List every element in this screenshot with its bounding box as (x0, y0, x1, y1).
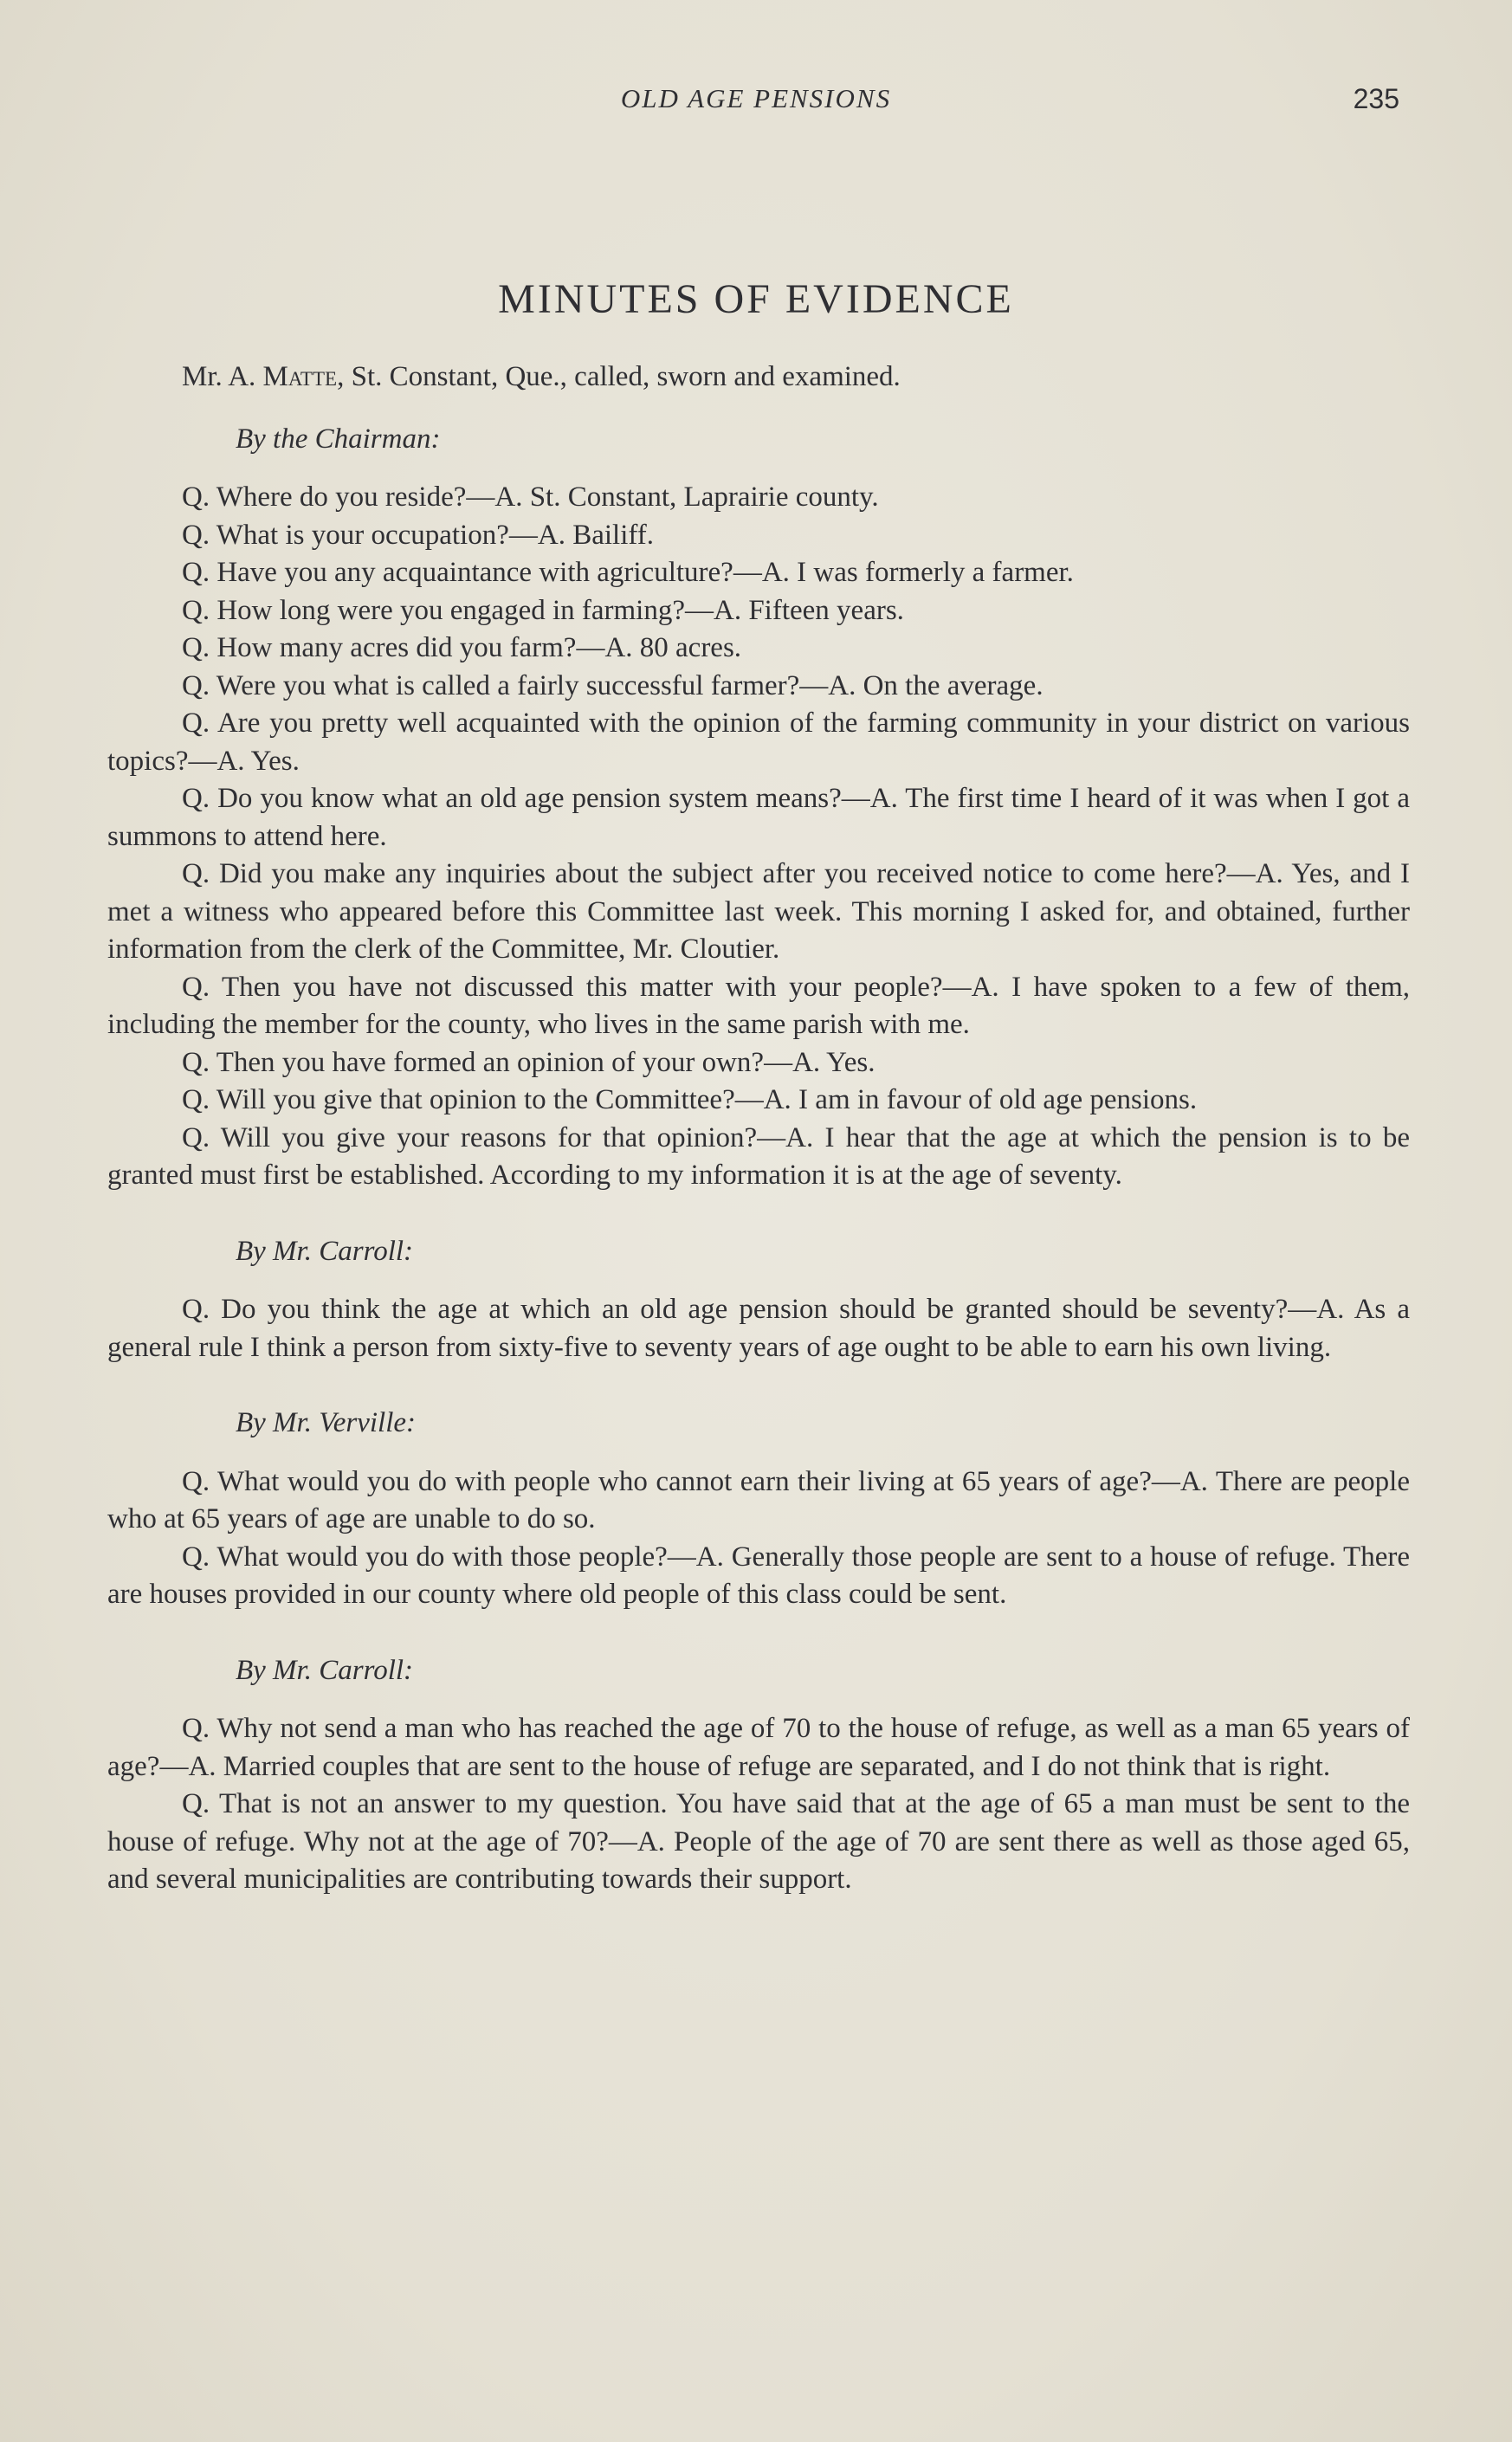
running-title: OLD AGE PENSIONS (620, 83, 892, 113)
qa-paragraph: Q. What would you do with those people?—A. Generally those people are sent to a house of refuge. There are houses provided in our county where old people of this class could be sent. (107, 1541, 1410, 1610)
qa-paragraph: Q. Do you think the age at which an old age pension should be granted should be seventy?—A. As a general rule I think a person from sixty-five to seventy years of age ought to be able to earn his own living. (107, 1294, 1410, 1363)
qa-paragraph: Q. Will you give that opinion to the Committee?—A. I am in favour of old age pensions. (182, 1084, 1198, 1115)
examiner-byline: By Mr. Carroll: (236, 1235, 414, 1267)
section-title: MINUTES OF EVIDENCE (498, 276, 1014, 322)
qa-paragraph: Q. Are you pretty well acquainted with the opinion of the farming community in your district on various topics?—A. Yes. (107, 707, 1410, 777)
examiner-byline: By Mr. Carroll: (236, 1654, 414, 1686)
examiner-byline: By the Chairman: (236, 423, 441, 455)
qa-paragraph: Q. Have you any acquaintance with agriculture?—A. I was formerly a farmer. (182, 557, 1074, 588)
qa-paragraph: Q. Then you have formed an opinion of your own?—A. Yes. (182, 1046, 876, 1078)
running-header (0, 83, 1512, 118)
qa-paragraph: Q. That is not an answer to my question. You have said that at the age of 65 a man must be sent to the house of refuge. Why not at the age of 70?—A. People of the age of 70 are sent there as well as those aged 65, and several municipalities are contributing towards their support. (107, 1788, 1410, 1895)
qa-paragraph: Q. Do you know what an old age pension system means?—A. The first time I heard of it was when I got a summons to attend here. (107, 783, 1410, 852)
witness-prefix: Mr. A. (182, 361, 263, 392)
qa-paragraph: Q. What would you do with people who cannot earn their living at 65 years of age?—A. There are people who at 65 years of age are unable to do so. (107, 1465, 1410, 1534)
document-body (107, 355, 1410, 1899)
examiner-byline: By Mr. Verville: (236, 1407, 417, 1438)
qa-paragraph: Q. Then you have not discussed this matter with your people?—A. I have spoken to a few of them, including the member for the county, who lives in the same parish with me. (107, 971, 1410, 1040)
witness-line (107, 359, 1410, 397)
page-number: 235 (1353, 83, 1399, 114)
qa-paragraph: Q. What is your occupation?—A. Bailiff. (182, 519, 654, 551)
qa-paragraph: Q. Where do you reside?—A. St. Constant, Laprairie county. (182, 481, 879, 513)
qa-paragraph: Q. Will you give your reasons for that opinion?—A. I hear that the age at which the pension is to be granted must first be established. According to my information it is at the age of seventy. (107, 1121, 1410, 1191)
qa-paragraph: Q. How many acres did you farm?—A. 80 acres. (182, 632, 742, 663)
witness-suffix: , St. Constant, Que., called, sworn and examined. (337, 361, 901, 392)
qa-paragraph: Q. Were you what is called a fairly successful farmer?—A. On the average. (182, 669, 1044, 701)
qa-paragraph: Q. How long were you engaged in farming?—A. Fifteen years. (182, 594, 904, 626)
witness-name: Matte (262, 361, 338, 392)
qa-paragraph: Q. Did you make any inquiries about the subject after you received notice to come here?—A. Yes, and I met a witness who appeared before this Committee last week. This morning I asked for, and obtained, further information from the clerk of the Committee, Mr. Cloutier. (107, 858, 1410, 965)
qa-paragraph: Q. Why not send a man who has reached the age of 70 to the house of refuge, as well as a man 65 years of age?—A. Married couples that are sent to the house of refuge are separated, and I do not think that is right. (107, 1713, 1410, 1782)
